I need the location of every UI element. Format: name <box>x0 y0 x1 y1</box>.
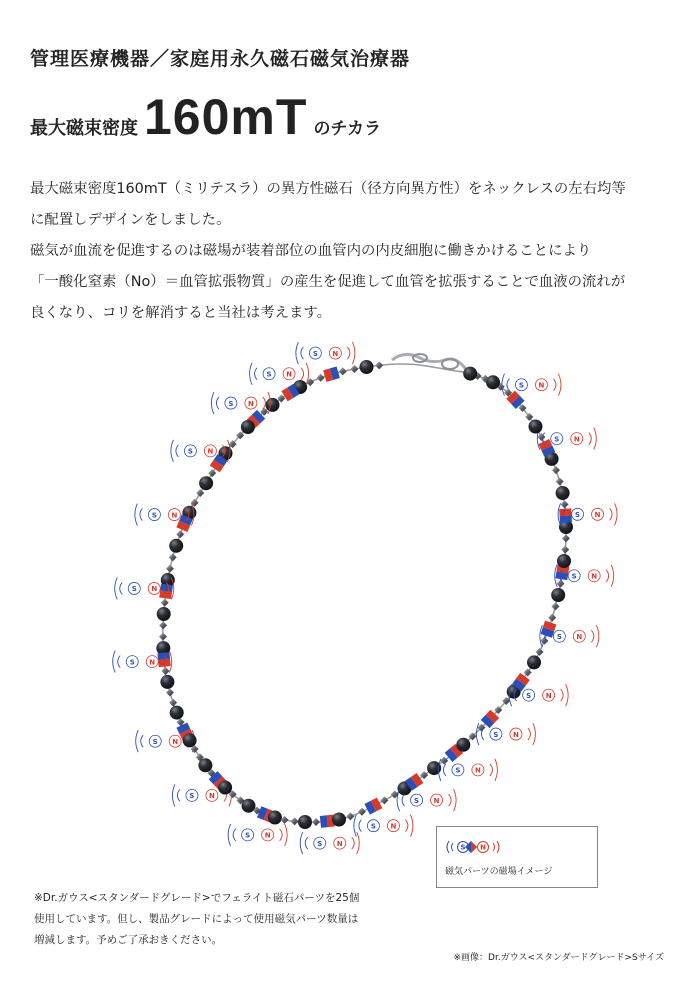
field-wave-n <box>301 368 304 380</box>
magnet-n-label: N <box>172 738 179 747</box>
black-bead <box>456 738 470 752</box>
magnet-s-label: S <box>493 730 499 739</box>
magnet-s-label: S <box>129 658 135 667</box>
headline-prefix: 最大磁束密度 <box>30 118 138 139</box>
black-bead <box>268 811 282 825</box>
magnet-n-label: N <box>573 435 580 444</box>
field-wave-n <box>449 794 452 806</box>
magnet-n-label: N <box>576 633 583 642</box>
field-wave-n <box>615 503 618 525</box>
field-wave-n <box>405 820 408 832</box>
magnet-n-label: N <box>171 511 178 520</box>
black-bead <box>360 360 374 374</box>
field-wave-s <box>228 824 231 846</box>
magnet-s-label: S <box>370 822 376 831</box>
field-wave-s <box>172 784 175 806</box>
magnet-n-label: N <box>336 839 343 848</box>
magnet-n-label: N <box>247 399 254 408</box>
hematite-bead <box>166 565 174 573</box>
field-wave-n <box>591 630 594 642</box>
field-wave-s <box>115 577 118 599</box>
field-wave-s <box>140 509 143 521</box>
magnet-n-label: N <box>264 831 271 840</box>
magnet-s-label: S <box>151 511 157 520</box>
field-wave-s <box>177 789 180 801</box>
magnet-n-label: N <box>433 796 440 805</box>
hematite-bead <box>176 530 184 538</box>
image-credit: ※画像：Dr.ガウス<スタンダードグレード>Sサイズ <box>453 953 664 963</box>
field-wave-s <box>301 347 304 359</box>
hematite-bead <box>196 489 204 497</box>
field-wave-s <box>402 794 405 806</box>
field-wave-n <box>347 347 350 359</box>
headline-number: 160mT <box>144 89 308 145</box>
field-wave-n <box>490 764 493 776</box>
legend-s: S <box>460 843 466 852</box>
hematite-bead <box>159 633 167 641</box>
magnet-n-half <box>158 659 171 667</box>
necklace-illustration <box>0 330 700 890</box>
field-wave-n <box>594 428 597 450</box>
field-wave-n <box>454 789 457 811</box>
hematite-bead <box>159 621 167 629</box>
black-bead <box>241 420 255 434</box>
field-wave-n <box>611 565 614 587</box>
black-bead <box>218 781 232 795</box>
magnet-n-label: N <box>545 691 552 700</box>
hematite-bead <box>561 546 569 554</box>
field-wave-s <box>255 368 258 380</box>
magnet-s-label: S <box>455 766 461 775</box>
black-bead <box>486 375 500 389</box>
headline <box>30 88 381 148</box>
magnet-n-label: N <box>594 511 601 520</box>
field-wave-n <box>596 625 599 647</box>
magnet-s-label: S <box>312 349 318 358</box>
field-wave-n <box>566 684 569 706</box>
legend-n: N <box>480 843 486 852</box>
field-wave-s <box>113 651 116 673</box>
magnet-s-half <box>157 652 170 660</box>
field-wave-s <box>136 730 139 752</box>
black-bead <box>199 476 213 490</box>
hematite-bead <box>161 667 169 675</box>
field-wave-n <box>606 570 609 582</box>
field-wave-s <box>141 735 144 747</box>
field-wave-s <box>443 764 446 776</box>
magnet-n-label: N <box>207 447 214 456</box>
black-bead <box>169 539 183 553</box>
hematite-bead <box>540 637 548 645</box>
black-bead <box>266 398 280 412</box>
magnet-n-label: N <box>538 381 545 390</box>
field-wave-n <box>553 379 556 391</box>
magnet-n-label: N <box>474 766 481 775</box>
magnet-s-label: S <box>518 381 524 390</box>
field-wave-n <box>410 815 413 837</box>
hematite-bead <box>552 466 560 474</box>
field-wave-s <box>118 656 121 668</box>
magnet-part <box>364 798 382 815</box>
field-wave-s <box>233 829 236 841</box>
black-bead <box>551 588 565 602</box>
field-wave-s <box>305 837 308 849</box>
black-bead <box>157 607 171 621</box>
hematite-bead <box>346 812 354 820</box>
field-wave-n <box>561 689 564 701</box>
hematite-bead <box>556 580 564 588</box>
field-wave-s <box>250 363 253 385</box>
field-wave-n <box>495 759 498 781</box>
note-line: ※Dr.ガウス<スタンダードグレード>でフェライト磁石パーツを25個 <box>34 892 360 904</box>
magnet-s-label: S <box>575 511 581 520</box>
legend-box <box>436 826 598 888</box>
legend-label: 磁気パーツの磁場イメージ <box>445 867 553 877</box>
black-bead <box>527 655 541 669</box>
magnet-s-label: S <box>131 585 137 594</box>
hematite-bead <box>380 796 388 804</box>
magnet-n-label: N <box>149 658 156 667</box>
hematite-bead <box>317 374 325 382</box>
hematite-bead <box>208 469 216 477</box>
field-wave-s <box>300 832 303 854</box>
description-line: に配置しデザインをしました。 <box>30 212 231 228</box>
magnet-n-label: N <box>151 585 158 594</box>
black-bead <box>556 486 570 500</box>
black-bead <box>529 420 543 434</box>
field-wave-s <box>354 815 357 837</box>
hematite-bead <box>312 818 320 826</box>
black-bead <box>298 815 312 829</box>
hematite-bead <box>291 817 299 825</box>
note <box>34 888 394 951</box>
magnet-s-label: S <box>526 691 532 700</box>
necklace-chain <box>163 364 566 822</box>
field-wave-n <box>352 837 355 849</box>
field-wave-n <box>589 433 592 445</box>
field-wave-s <box>216 397 219 409</box>
description-line: 「一酸化窒素（No）＝血管拡張物質」の産生を促進して血管を拡張することで血液の流れが <box>30 274 626 290</box>
field-wave-s <box>476 723 479 745</box>
field-wave-s <box>211 392 214 414</box>
hematite-bead <box>551 602 559 610</box>
field-wave-s <box>359 820 362 832</box>
hematite-bead <box>536 648 544 656</box>
description-line: 磁気が血流を促進するのは磁場が装着部位の血管内の内皮細胞に働きかけることにより <box>30 243 592 259</box>
field-wave-n <box>280 829 283 841</box>
magnet-s-label: S <box>152 738 158 747</box>
black-bead <box>332 813 346 827</box>
field-wave-s <box>135 504 138 526</box>
hematite-bead <box>169 553 177 561</box>
field-wave-s <box>176 445 179 457</box>
hematite-bead <box>537 433 545 441</box>
magnet-n-label: N <box>286 370 292 379</box>
magnet-s-label: S <box>228 399 234 408</box>
magnet-legend-icon <box>443 835 503 859</box>
note-line: 増減します。予めご了承おきください。 <box>34 934 223 946</box>
field-wave-n <box>610 508 613 520</box>
hematite-bead <box>556 478 564 486</box>
field-wave-s <box>540 625 543 647</box>
magnet-s-label: S <box>571 572 577 581</box>
hematite-bead <box>169 699 177 707</box>
hematite-bead <box>562 534 570 542</box>
field-wave-s <box>120 582 123 594</box>
magnet-part <box>559 508 572 523</box>
magnet-s-half <box>320 815 328 828</box>
field-wave-n <box>558 374 561 396</box>
hematite-bead <box>561 500 569 508</box>
field-wave-n <box>285 824 288 846</box>
magnet-n-label: N <box>208 792 215 801</box>
note-line: 使用しています。但し、製品グレードによって使用磁気パーツ数量は <box>34 913 359 925</box>
hematite-bead <box>161 599 169 607</box>
description-line: 最大磁束密度160mT（ミリテスラ）の異方性磁石（径方向異方性）をネックレスの左右均等 <box>30 181 626 197</box>
hematite-bead <box>375 361 383 369</box>
magnet-n-label: N <box>390 822 397 831</box>
black-bead <box>557 554 571 568</box>
field-wave-s <box>296 342 299 364</box>
magnet-s-label: S <box>414 796 420 805</box>
black-bead <box>170 706 184 720</box>
magnet-s-label: S <box>187 447 193 456</box>
magnet-s-label: S <box>556 633 562 642</box>
field-wave-n <box>352 342 355 364</box>
magnet-s-label: S <box>317 839 323 848</box>
magnet-s-label: S <box>245 831 251 840</box>
magnet-n-label: N <box>591 572 598 581</box>
headline-suffix: のチカラ <box>313 119 382 139</box>
product-category: 管理医療機器／家庭用永久磁石磁気治療器 <box>30 48 411 70</box>
magnet-n-label: N <box>332 349 339 358</box>
hematite-bead <box>339 367 347 375</box>
field-wave-n <box>528 728 531 740</box>
description-line: 良くなり、コリを解消すると当社は考えます。 <box>30 305 332 321</box>
hematite-bead <box>350 365 358 373</box>
description <box>30 174 680 329</box>
field-wave-n <box>533 723 536 745</box>
magnet-s-half <box>560 515 572 523</box>
field-wave-n <box>263 397 266 409</box>
magnet-s-label: S <box>554 435 560 444</box>
magnet-s-label: S <box>266 370 272 379</box>
magnet-part <box>323 366 340 381</box>
magnet-part <box>157 652 170 667</box>
black-bead <box>160 675 174 689</box>
hematite-bead <box>166 688 174 696</box>
magnet-n-half <box>559 508 571 516</box>
field-wave-s <box>171 440 174 462</box>
hematite-bead <box>548 614 556 622</box>
hematite-bead <box>358 808 366 816</box>
magnet-part <box>159 584 173 599</box>
magnet-s-label: S <box>189 792 195 801</box>
black-bead <box>463 367 477 381</box>
magnet-n-label: N <box>512 730 519 739</box>
field-wave-n <box>357 832 360 854</box>
